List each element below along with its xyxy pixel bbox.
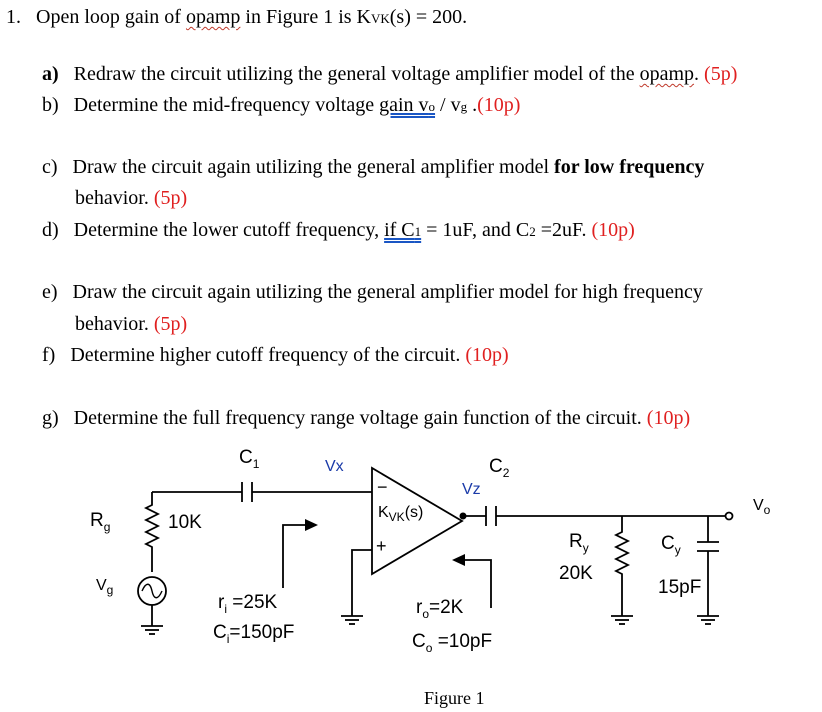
- plus-ground: [341, 550, 372, 624]
- spellcheck-word: opamp: [639, 63, 695, 85]
- vo-label: $V_o$: [753, 497, 771, 518]
- figure-caption: Figure 1: [424, 688, 485, 708]
- rg-value: 10K: [168, 512, 202, 533]
- c2-capacitor: [486, 506, 496, 526]
- c1-capacitor: [242, 482, 252, 502]
- grammar-mark: if C1: [384, 219, 422, 241]
- ry-value: 20K: [559, 563, 593, 584]
- vo-terminal: [726, 513, 733, 520]
- vg-source: [138, 577, 166, 634]
- question-number: 1.: [6, 6, 21, 28]
- item-a: a) Redraw the circuit utilizing the general voltage amplifier model of the opamp. (5p): [42, 63, 738, 85]
- item-e-cont: behavior. (5p): [75, 313, 188, 335]
- ri-label: $r_i =25K$: [218, 592, 278, 616]
- item-g: g) Determine the full frequency range voltage gain function of the circuit. (10p): [42, 407, 691, 429]
- ry-resistor: [611, 516, 633, 624]
- points-badge: (10p): [465, 344, 509, 366]
- points-badge: (10p): [477, 94, 521, 116]
- opamp-plus: +: [376, 536, 387, 556]
- question-header: 1. Open loop gain of opamp in Figure 1 is KVK(s) = 200.: [6, 6, 468, 28]
- c1-label: $C_1$: [239, 447, 260, 471]
- item-f: f) Determine higher cutoff frequency of the circuit. (10p): [42, 344, 509, 366]
- grammar-mark: gain vo: [379, 94, 436, 116]
- c2-label: $C_2$: [489, 456, 510, 480]
- item-c: c) Draw the circuit again utilizing the general amplifier model for low frequency: [42, 156, 705, 178]
- cy-value: 15pF: [658, 577, 702, 598]
- item-e: e) Draw the circuit again utilizing the general amplifier model for high frequency: [42, 281, 703, 303]
- points-badge: (5p): [153, 313, 188, 335]
- item-c-cont: behavior. (5p): [75, 187, 188, 209]
- item-d: d) Determine the lower cutoff frequency, if C1 = 1uF, and C2 =2uF. (10p): [42, 219, 635, 241]
- item-b: b) Determine the mid-frequency voltage gain vo / vg .(10p): [42, 94, 521, 116]
- vx-label: Vx: [325, 458, 344, 475]
- points-badge: (10p): [646, 407, 691, 429]
- points-badge: (5p): [153, 187, 188, 209]
- rg-label: $R_g$: [90, 510, 111, 534]
- points-badge: (10p): [591, 219, 635, 241]
- spellcheck-word: opamp: [185, 6, 241, 28]
- opamp-minus: −: [377, 477, 388, 497]
- ro-label: $r_o=2K$: [416, 597, 464, 621]
- rg-resistor: [146, 492, 158, 572]
- vz-label: Vz: [462, 481, 481, 498]
- ry-label: $R_y$: [569, 531, 589, 555]
- ri-ci-pointer: [283, 519, 318, 588]
- cy-capacitor: [697, 516, 719, 624]
- vg-label: $V_g$: [96, 577, 114, 598]
- co-label: $C_o =10pF$: [412, 631, 493, 655]
- cy-label: $C_y$: [661, 533, 681, 557]
- opamp-gain-label: $K_{VK}(s)$: [378, 504, 424, 525]
- points-badge: (5p): [704, 63, 738, 85]
- ci-label: $C_i=150pF$: [213, 622, 295, 646]
